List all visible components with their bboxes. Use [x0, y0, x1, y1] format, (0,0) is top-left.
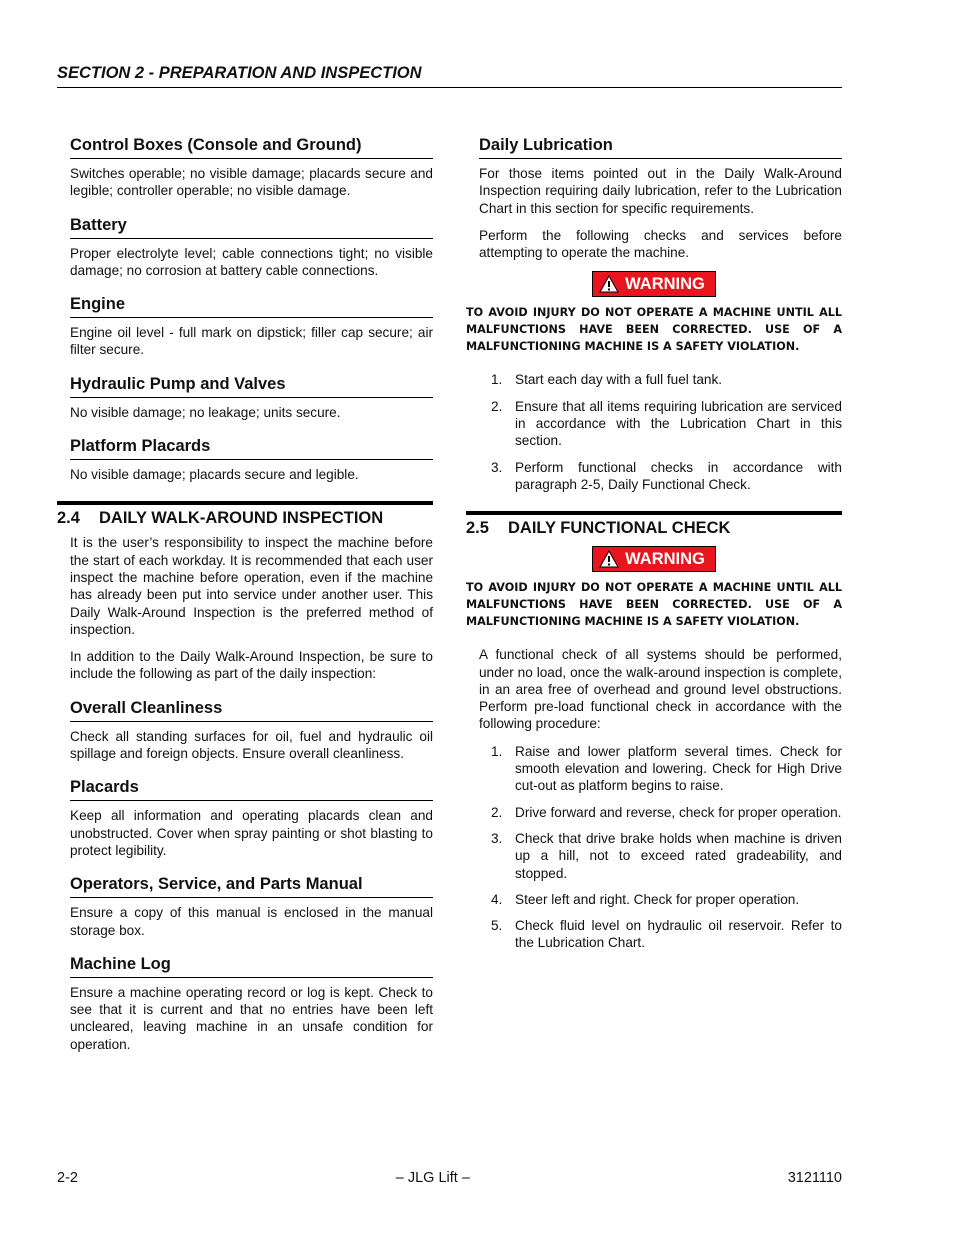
page-footer [57, 1170, 842, 1186]
subheading-daily-lubrication: Daily Lubrication [479, 130, 842, 159]
list-number: 2. [491, 398, 503, 414]
footer-publisher: – JLG Lift – [395, 1170, 470, 1186]
lubrication-paragraph-2: Perform the following checks and services before attempting to operate the machine. [479, 227, 842, 261]
page-number: 2-2 [57, 1170, 78, 1186]
control-boxes-text: Switches operable; no visible damage; placards secure and legible; controller operable; no visible damage. [70, 166, 433, 199]
manual-text: Ensure a copy of this manual is enclosed in the manual storage box. [70, 905, 433, 938]
machine-log-text: Ensure a machine operating record or log is kept. Check to see that it is current and that no entries have been left uncleared, leaving machine in an unsafe condition for operation. [70, 984, 433, 1052]
subheading-hydraulic: Hydraulic Pump and Valves [70, 369, 433, 398]
list-text: Start each day with a full fuel tank. [515, 372, 723, 388]
subheading-machine-log: Machine Log [70, 949, 433, 978]
section-header: SECTION 2 - PREPARATION AND INSPECTION [57, 64, 842, 88]
list-text: Drive forward and reverse, check for proper operation. [515, 804, 842, 820]
functional-intro: A functional check of all systems should be performed, under no load, once the walk-around inspection is complete, in an area free of overhead and ground level obstructions. Perform pre-load functional check in accordance with the following procedure: [479, 647, 842, 732]
section-title: DAILY FUNCTIONAL CHECK [508, 519, 731, 538]
list-number: 1. [491, 743, 503, 759]
warning-label: WARNING [625, 549, 705, 568]
battery-text: Proper electrolyte level; cable connections tight; no visible damage; no corrosion at battery cable connections. [70, 245, 433, 278]
list-item [479, 459, 842, 494]
list-text: Perform functional checks in accordance with paragraph 2-5, Daily Functional Check. [515, 459, 842, 492]
list-number: 4. [491, 891, 503, 907]
platform-placards-text: No visible damage; placards secure and legible. [70, 467, 359, 483]
warning-badge [592, 546, 716, 572]
left-column [57, 130, 433, 1063]
list-item [479, 917, 842, 952]
list-text: Steer left and right. Check for proper operation. [515, 891, 800, 907]
list-text: Check that drive brake holds when machine is driven up a hill, not to exceed rated gradeability, and stopped. [515, 830, 842, 881]
warning-label: WARNING [625, 274, 705, 293]
subheading-manual: Operators, Service, and Parts Manual [70, 869, 433, 898]
document-number: 3121110 [787, 1170, 842, 1186]
subheading-battery: Battery [70, 210, 433, 239]
warning-banner-2 [466, 546, 842, 573]
subheading-control-boxes: Control Boxes (Console and Ground) [70, 130, 433, 159]
warning-banner-1 [466, 271, 842, 298]
list-number: 5. [491, 918, 503, 934]
list-item [479, 371, 842, 388]
walkaround-paragraph-2: In addition to the Daily Walk-Around Inspection, be sure to include the following as part of the daily inspection: [70, 649, 433, 682]
checklist-daily [479, 371, 842, 493]
lubrication-paragraph-1: For those items pointed out in the Daily Walk-Around Inspection requiring daily lubrication, refer to the Lubrication Chart in this section for specific requirements. [479, 166, 842, 216]
warning-badge [592, 271, 716, 297]
checklist-functional [479, 743, 842, 952]
warning-text-2: TO AVOID INJURY DO NOT OPERATE A MACHINE UNTIL ALL MALFUNCTIONS HAVE BEEN CORRECTED. USE OF A MALFUNCTIONING MACHINE IS A SAFETY VIOLATION. [466, 581, 842, 629]
list-text: Raise and lower platform several times. Check for smooth elevation and lowering. Check for High Drive cut-out as platform begins to raise. [515, 743, 842, 794]
list-item [479, 804, 842, 821]
list-number: 1. [491, 372, 503, 388]
subheading-overall-cleanliness: Overall Cleanliness [70, 693, 433, 722]
list-item [479, 830, 842, 882]
list-number: 2. [491, 804, 503, 820]
warning-text-1: TO AVOID INJURY DO NOT OPERATE A MACHINE UNTIL ALL MALFUNCTIONS HAVE BEEN CORRECTED. USE OF A MALFUNCTIONING MACHINE IS A SAFETY VIOLATION. [466, 306, 842, 354]
list-text: Check fluid level on hydraulic oil reservoir. Refer to the Lubrication Chart. [515, 918, 842, 951]
overall-cleanliness-text: Check all standing surfaces for oil, fuel and hydraulic oil spillage and foreign objects. Ensure overall cleanliness. [70, 728, 433, 762]
section-number: 2.5 [466, 519, 489, 538]
engine-text: Engine oil level - full mark on dipstick; filler cap secure; air filter secure. [70, 325, 433, 358]
subheading-placards: Placards [70, 772, 433, 801]
section-number: 2.4 [57, 509, 80, 528]
list-item [479, 891, 842, 908]
section-title: DAILY WALK-AROUND INSPECTION [99, 509, 384, 528]
right-column [466, 130, 842, 961]
list-number: 3. [491, 459, 503, 475]
list-number: 3. [491, 830, 503, 846]
section-heading-2-4 [57, 501, 433, 528]
subheading-engine: Engine [70, 289, 433, 318]
list-item [479, 398, 842, 450]
section-heading-2-5 [466, 511, 842, 538]
hydraulic-text: No visible damage; no leakage; units secure. [70, 404, 341, 420]
subheading-platform-placards: Platform Placards [70, 431, 433, 460]
walkaround-paragraph-1: It is the user’s responsibility to inspect the machine before the start of each workday. It is recommended that each user inspect the machine before operation, even if the machine has already been put into service under another user. This Daily Walk-Around Inspection is the preferred method of inspection. [70, 535, 433, 637]
warning-triangle-icon [599, 275, 619, 293]
placards-text: Keep all information and operating placards clean and unobstructed. Cover when spray painting or shot blasting to protect legibility. [70, 808, 433, 858]
warning-triangle-icon [599, 550, 619, 568]
list-text: Ensure that all items requiring lubrication are serviced in accordance with the Lubrication Chart in this section. [515, 398, 842, 449]
list-item [479, 743, 842, 795]
